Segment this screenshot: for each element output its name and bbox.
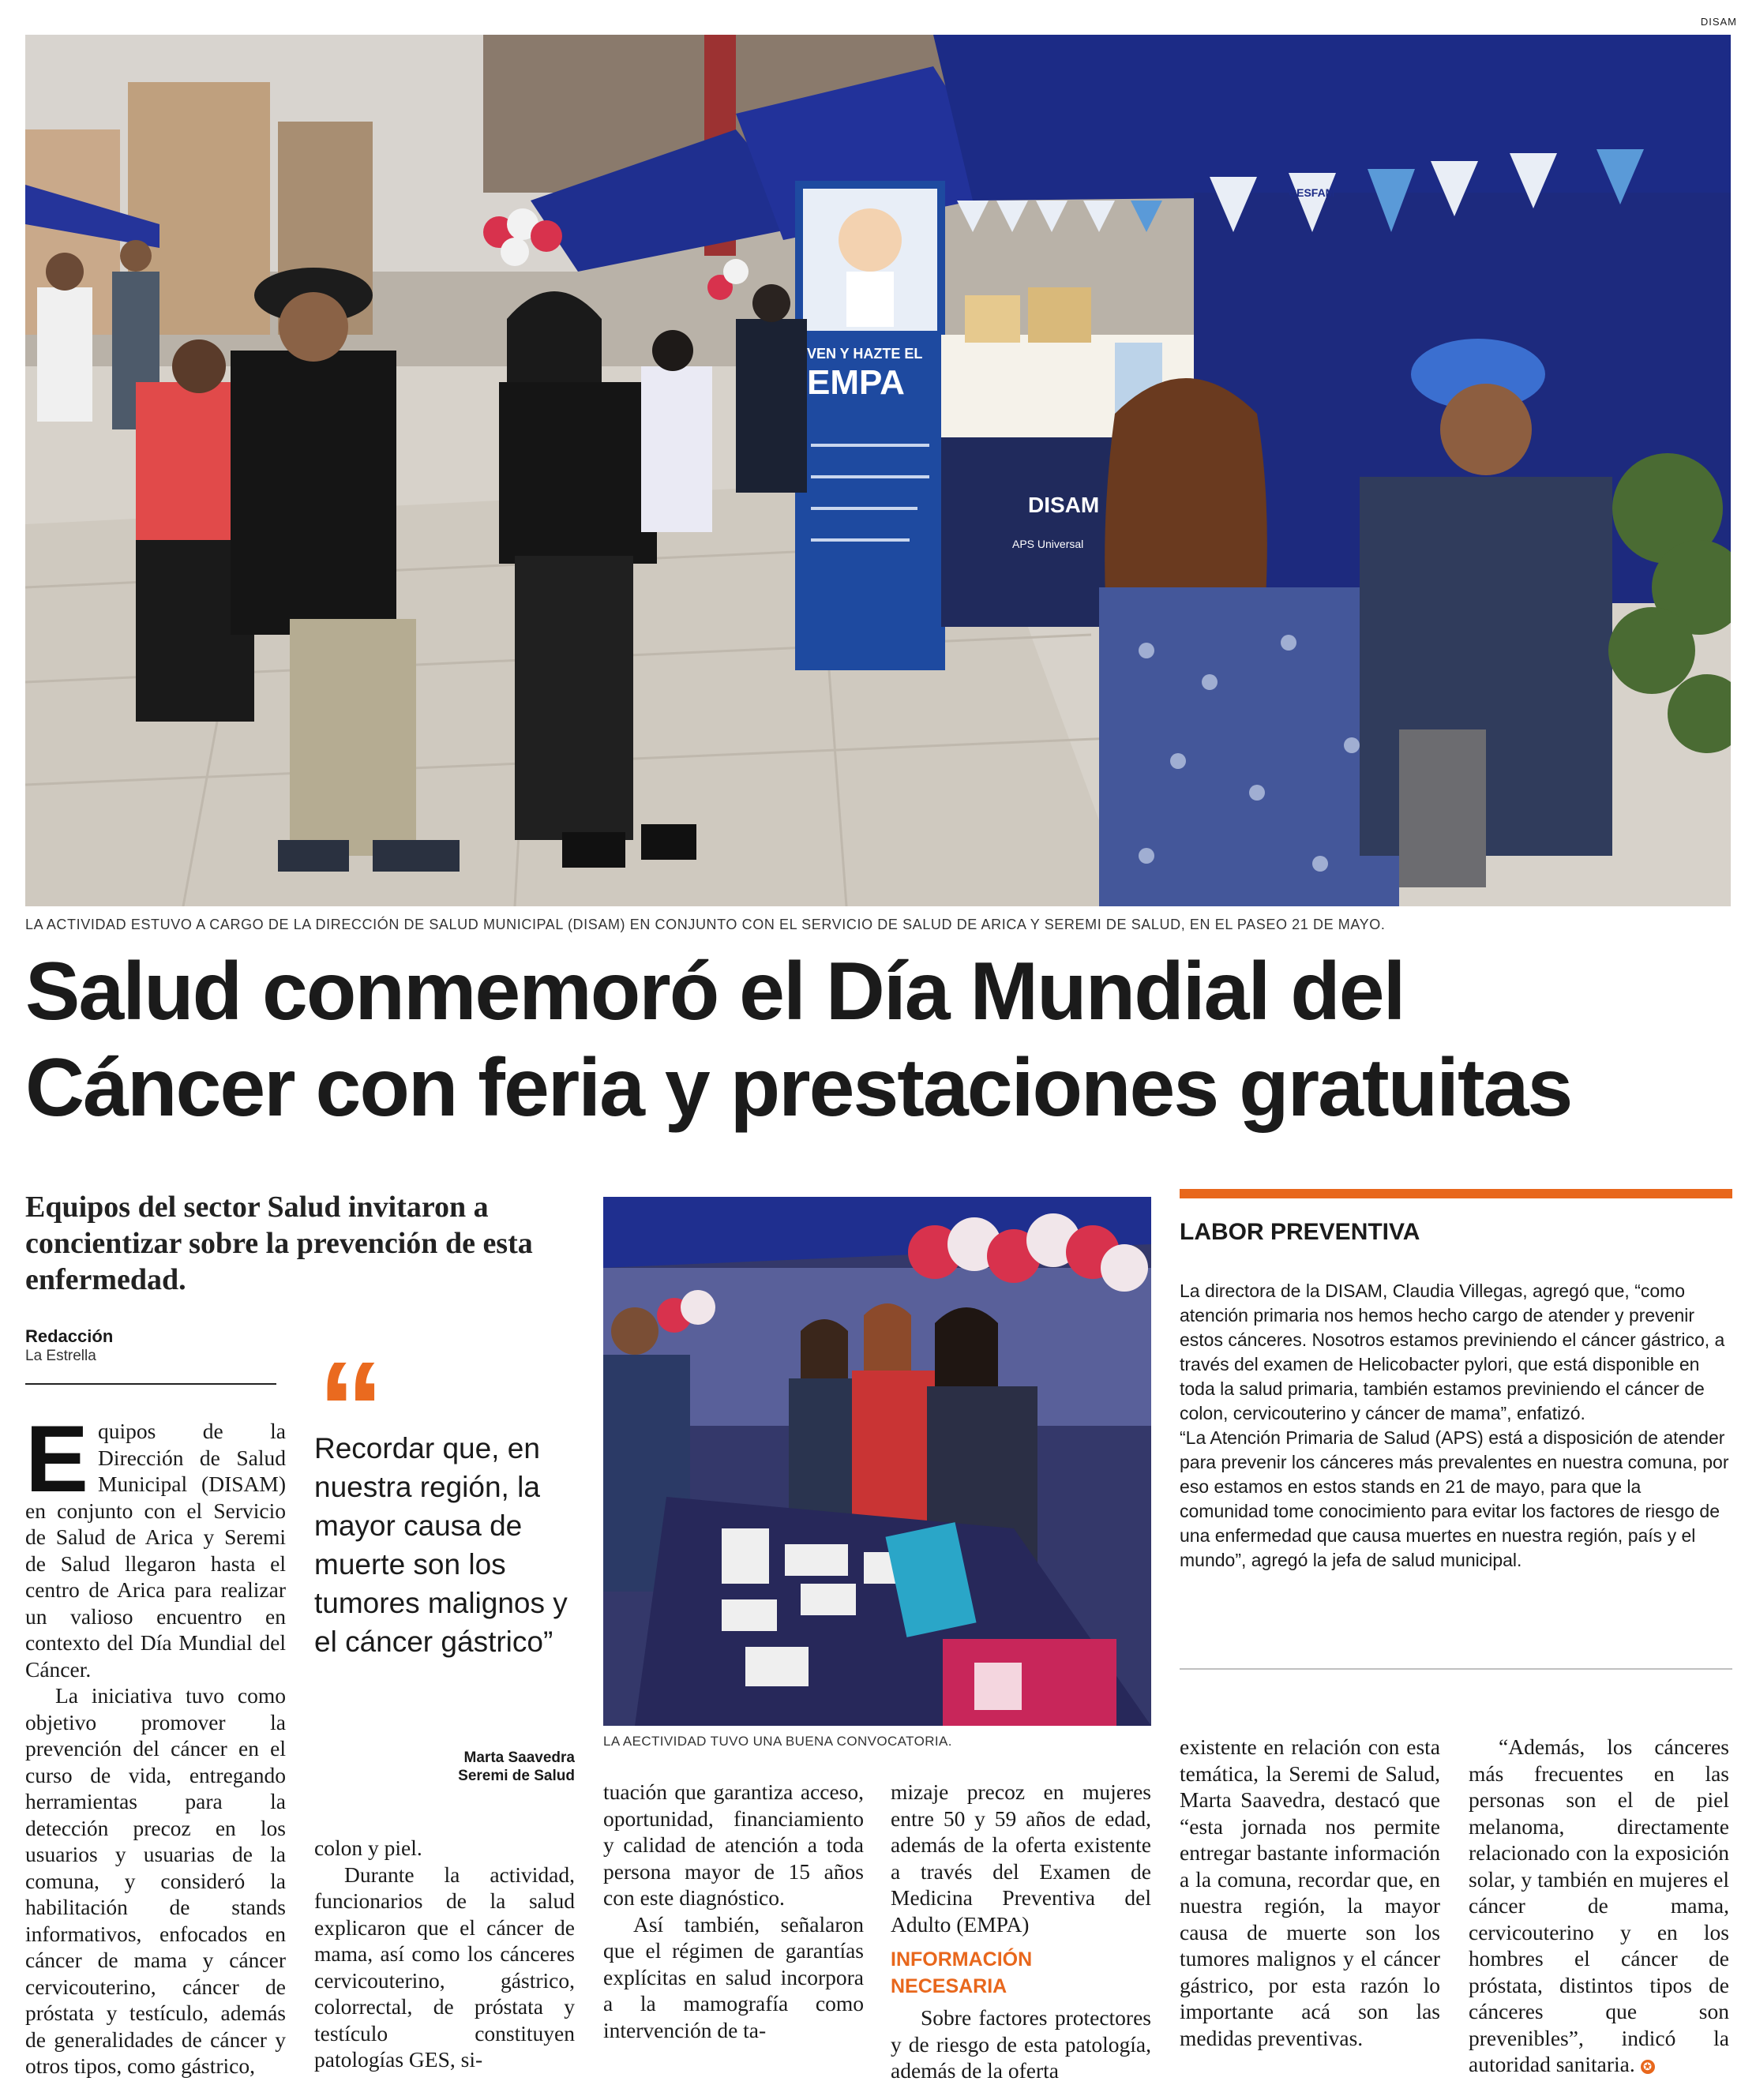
headline bbox=[25, 943, 1739, 1136]
pennant-label: CESFAM bbox=[1289, 186, 1335, 199]
sidebar-title: LABOR PREVENTIVA bbox=[1180, 1219, 1420, 1245]
byline-divider bbox=[25, 1383, 276, 1385]
top-photo-caption: LA ACTIVIDAD ESTUVO A CARGO DE LA DIRECCIÓN DE SALUD MUNICIPAL (DISAM) EN CONJUNTO CON EL SERVICIO DE SALUD DE ARICA Y SEREMI DE SALUD, EN EL PASEO 21 DE MAYO. bbox=[25, 917, 1386, 932]
headline-line-1: Salud conmemoró el Día Mundial del bbox=[25, 946, 1405, 1037]
table-sign-sub: APS Universal bbox=[1012, 538, 1084, 550]
body-paragraph: Así también, señalaron que el régimen de garantías explícitas en salud incorpora a la mamografía como intervención de ta- bbox=[603, 1911, 864, 2042]
table-sign: DISAM bbox=[1028, 493, 1100, 517]
byline-name: Redacción bbox=[25, 1326, 114, 1346]
body-paragraph: Sobre factores protectores y de riesgo de esta patología, además de la oferta bbox=[891, 2005, 1151, 2083]
health-stand-illustration bbox=[603, 1197, 1151, 1726]
body-column-2 bbox=[314, 1835, 575, 2073]
body-paragraph bbox=[25, 1406, 286, 1682]
top-photo bbox=[25, 35, 1731, 906]
quote-mark-icon: “ bbox=[317, 1334, 385, 1484]
banner-line2: EMPA bbox=[807, 363, 905, 402]
body-paragraph: mizaje precoz en mujeres entre 50 y 59 años de edad, además de la oferta existente a través del Examen de Medicina Preventiva del Adulto (EMPA) bbox=[891, 1779, 1151, 1937]
subheading: INFORMACIÓN NECESARIA bbox=[891, 1948, 1033, 1997]
quote-author-name: Marta Saavedra bbox=[463, 1749, 575, 1766]
paragraph-text: “Además, los cánceres más frecuentes en las personas son el de piel melanoma, directamente relacionado con la exposición solar, y también en mujeres el cáncer de mama, cervicouterino y en los hombres el cáncer de próstata, distintos tipos de cánceres que son prevenibles”, indicó la autoridad sanitaria. bbox=[1469, 1734, 1729, 2076]
middle-photo bbox=[603, 1197, 1151, 1726]
middle-photo-caption: LA AECTIVIDAD TUVO UNA BUENA CONVOCATORIA. bbox=[603, 1734, 952, 1749]
body-column-6 bbox=[1469, 1734, 1729, 2078]
body-paragraph: existente en relación con esta temática, la Seremi de Salud, Marta Saavedra, destacó que “esta jornada nos permite entregar bastante información a la comuna, recordar que, en nuestra región, la mayor causa de muerte son los tumores malignos y el cáncer gástrico, por esta razón lo importante acá son las medidas preventivas. bbox=[1180, 1734, 1440, 2050]
body-paragraph bbox=[1469, 1734, 1729, 2078]
body-column-4 bbox=[891, 1779, 1151, 2084]
photo-credit: DISAM bbox=[1700, 16, 1737, 28]
paragraph-text: quipos de la Dirección de Salud Municipal (DISAM) en conjunto con el Servicio de Salud de Arica y Seremi de Salud llegaron hasta el centro de Arica para realizar un valioso encuentro en contexto del Día Mundial del Cáncer. bbox=[25, 1419, 286, 1682]
quote-author-title: Seremi de Salud bbox=[458, 1768, 575, 1784]
sidebar-divider bbox=[1180, 1668, 1732, 1670]
body-paragraph: La iniciativa tuvo como objetivo promover la prevención del cáncer en el curso de vida, entregando herramientas para la detección precoz en los usuarios y usuarias de la comuna, y consideró la habilitación de stands informativos, enfocados en cáncer de mama y cáncer cervicouterino, cáncer de próstata y testículo, además de generalidades de cáncer y otros tipos, como gástrico, bbox=[25, 1683, 286, 2078]
body-column-1 bbox=[25, 1406, 286, 2079]
byline-org: La Estrella bbox=[25, 1348, 96, 1364]
body-paragraph: colon y piel. bbox=[314, 1836, 422, 1860]
headline-line-2: Cáncer con feria y prestaciones gratuitas bbox=[25, 1042, 1572, 1134]
sidebar-text bbox=[1180, 1279, 1732, 1573]
banner-line1: VEN Y HAZTE EL bbox=[807, 346, 923, 362]
street-fair-illustration bbox=[25, 35, 1731, 906]
body-paragraph: tuación que garantiza acceso, oportunidad, financiamiento y calidad de atención a toda persona mayor de 15 años con este diagnóstico. bbox=[603, 1779, 864, 1910]
body-paragraph: Durante la actividad, funcionarios de la salud explicaron que el cáncer de mama, así como los cánceres cervicouterino, gástrico, colorrectal, de próstata y testículo constituyen patologías GES, si- bbox=[314, 1862, 575, 2072]
sidebar-paragraph: La directora de la DISAM, Claudia Villegas, agregó que, “como atención primaria nos hemos hecho cargo de atender y prevenir estos cánceres. Nosotros estamos previniendo el cáncer gástrico, a través del examen de Helicobacter pylori, que está disponible en toda la salud primaria, también estamos previniendo el cáncer de colon, cervicouterino y cáncer de mama”, enfatizó. bbox=[1180, 1281, 1725, 1423]
sidebar-accent-bar bbox=[1180, 1189, 1732, 1198]
end-mark-icon: ✪ bbox=[1641, 2060, 1655, 2074]
sidebar-paragraph: “La Atención Primaria de Salud (APS) está a disposición de atender para prevenir los cánceres más prevalentes en nuestra comuna, por eso estamos en estos stands en 21 de mayo, para que la comunidad tome conocimiento para evitar los factores de riesgo de una enfermedad que causa muertes en nuestra región, país y el mundo”, agregó la jefa de salud municipal. bbox=[1180, 1427, 1729, 1570]
body-column-3 bbox=[603, 1779, 864, 2043]
drop-cap: E bbox=[25, 1406, 89, 1512]
body-column-5 bbox=[1180, 1734, 1440, 2051]
deck: Equipos del sector Salud invitaron a concientizar sobre la prevención de esta enfermedad. bbox=[25, 1191, 533, 1296]
pull-quote: Recordar que, en nuestra región, la mayor causa de muerte son los tumores malignos y el cáncer gástrico” bbox=[314, 1432, 568, 1658]
pull-quote-attribution bbox=[403, 1749, 575, 1785]
